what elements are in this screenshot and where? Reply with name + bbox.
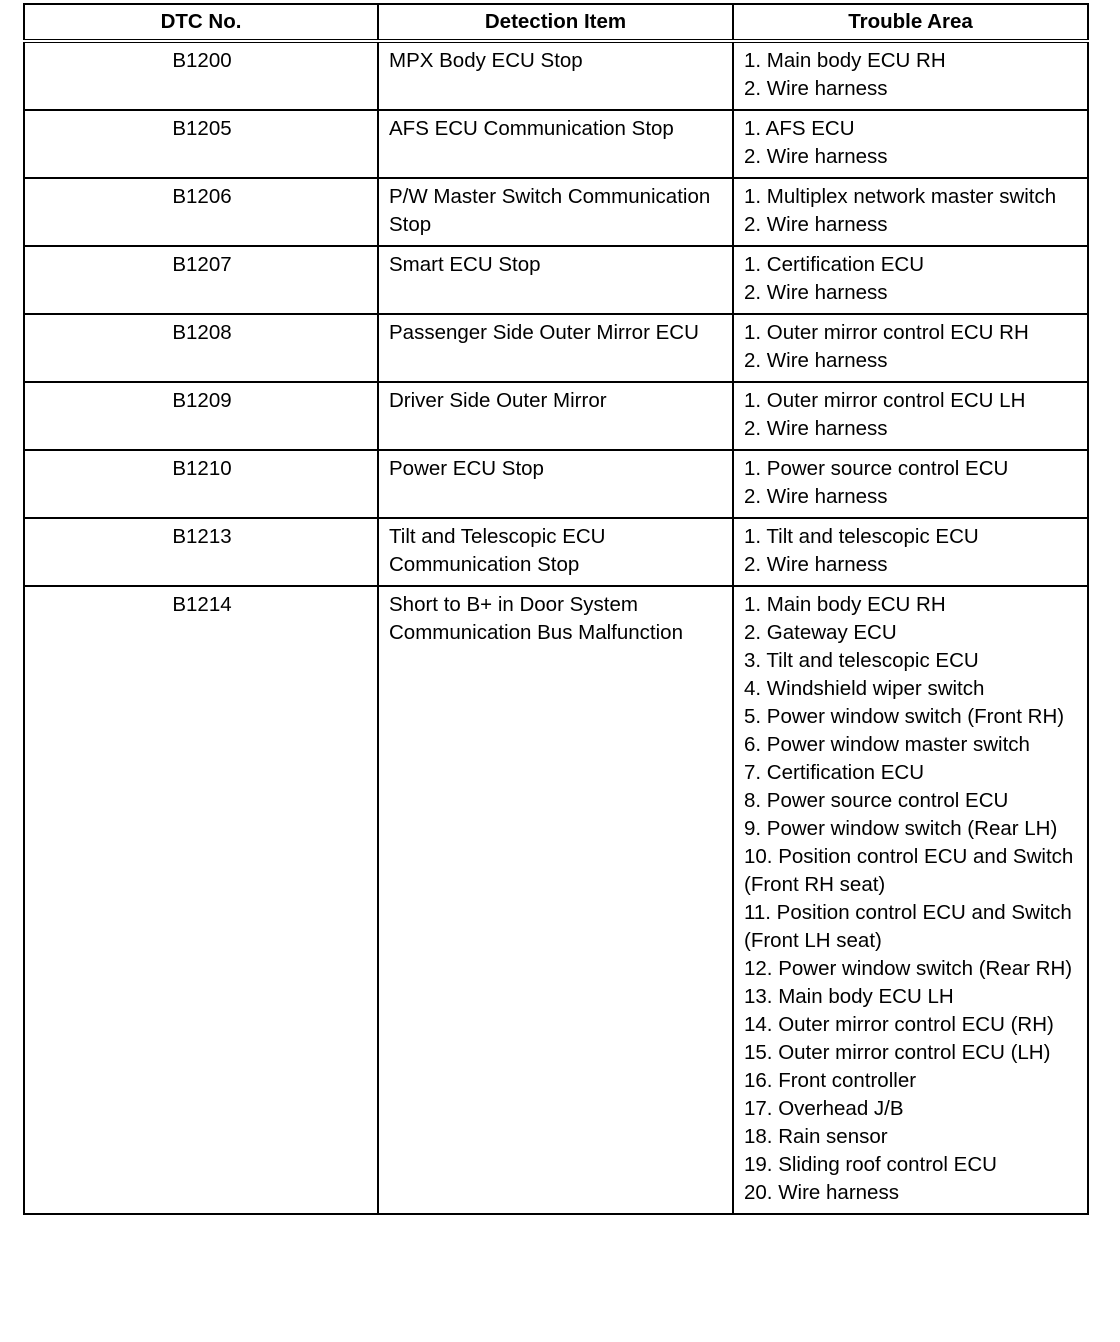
detection-item-cell: Driver Side Outer Mirror xyxy=(378,382,733,450)
header-detection-item: Detection Item xyxy=(378,4,733,41)
dtc-code-cell: B1213 xyxy=(24,518,378,586)
table-row xyxy=(24,41,1088,110)
trouble-area-item: 11. Position control ECU and Switch (Front LH seat) xyxy=(744,901,1072,952)
trouble-area-item: 2. Wire harness xyxy=(744,145,888,168)
table-row xyxy=(24,518,1088,586)
trouble-area-cell xyxy=(733,246,1088,314)
detection-item-cell: P/W Master Switch Communication Stop xyxy=(378,178,733,246)
table-row xyxy=(24,110,1088,178)
trouble-area-cell xyxy=(733,518,1088,586)
dtc-code-cell: B1200 xyxy=(24,41,378,110)
trouble-area-cell xyxy=(733,110,1088,178)
trouble-area-cell xyxy=(733,41,1088,110)
detection-item-cell: Tilt and Telescopic ECU Communication Stop xyxy=(378,518,733,586)
trouble-area-item: 19. Sliding roof control ECU xyxy=(744,1153,997,1176)
trouble-area-item: 15. Outer mirror control ECU (LH) xyxy=(744,1041,1051,1064)
dtc-code-cell: B1214 xyxy=(24,586,378,1214)
dtc-code-cell: B1209 xyxy=(24,382,378,450)
trouble-area-item: 16. Front controller xyxy=(744,1069,917,1092)
trouble-area-item: 18. Rain sensor xyxy=(744,1125,888,1148)
dtc-code-cell: B1210 xyxy=(24,450,378,518)
trouble-area-item: 17. Overhead J/B xyxy=(744,1097,904,1120)
detection-item-cell: AFS ECU Communication Stop xyxy=(378,110,733,178)
table-body xyxy=(24,41,1088,1214)
table-row xyxy=(24,586,1088,1214)
trouble-area-item: 13. Main body ECU LH xyxy=(744,985,954,1008)
header-dtc-no: DTC No. xyxy=(24,4,378,41)
trouble-area-item: 2. Gateway ECU xyxy=(744,621,897,644)
trouble-area-cell xyxy=(733,178,1088,246)
dtc-table xyxy=(23,3,1089,1215)
trouble-area-item: 1. Tilt and telescopic ECU xyxy=(744,525,979,548)
trouble-area-item: 2. Wire harness xyxy=(744,553,888,576)
trouble-area-item: 1. Certification ECU xyxy=(744,253,925,276)
trouble-area-item: 5. Power window switch (Front RH) xyxy=(744,705,1065,728)
trouble-area-cell xyxy=(733,586,1088,1214)
trouble-area-item: 14. Outer mirror control ECU (RH) xyxy=(744,1013,1054,1036)
trouble-area-item: 2. Wire harness xyxy=(744,77,888,100)
table-row xyxy=(24,450,1088,518)
trouble-area-item: 4. Windshield wiper switch xyxy=(744,677,985,700)
trouble-area-item: 10. Position control ECU and Switch (Front RH seat) xyxy=(744,845,1074,896)
trouble-area-item: 2. Wire harness xyxy=(744,213,888,236)
trouble-area-item: 3. Tilt and telescopic ECU xyxy=(744,649,979,672)
trouble-area-item: 2. Wire harness xyxy=(744,485,888,508)
header-row xyxy=(24,4,1088,41)
trouble-area-cell xyxy=(733,382,1088,450)
trouble-area-item: 1. Outer mirror control ECU LH xyxy=(744,389,1026,412)
trouble-area-item: 6. Power window master switch xyxy=(744,733,1030,756)
trouble-area-cell xyxy=(733,314,1088,382)
trouble-area-item: 12. Power window switch (Rear RH) xyxy=(744,957,1073,980)
detection-item-cell: Smart ECU Stop xyxy=(378,246,733,314)
table-row xyxy=(24,178,1088,246)
trouble-area-item: 8. Power source control ECU xyxy=(744,789,1009,812)
header-trouble-area: Trouble Area xyxy=(733,4,1088,41)
trouble-area-item: 2. Wire harness xyxy=(744,349,888,372)
trouble-area-item: 1. AFS ECU xyxy=(744,117,855,140)
trouble-area-item: 9. Power window switch (Rear LH) xyxy=(744,817,1058,840)
trouble-area-item: 20. Wire harness xyxy=(744,1181,899,1204)
trouble-area-item: 1. Main body ECU RH xyxy=(744,593,946,616)
table-row xyxy=(24,382,1088,450)
trouble-area-item: 2. Wire harness xyxy=(744,281,888,304)
detection-item-cell: Power ECU Stop xyxy=(378,450,733,518)
dtc-code-cell: B1205 xyxy=(24,110,378,178)
table-row xyxy=(24,314,1088,382)
trouble-area-item: 1. Power source control ECU xyxy=(744,457,1009,480)
trouble-area-item: 7. Certification ECU xyxy=(744,761,925,784)
trouble-area-item: 1. Outer mirror control ECU RH xyxy=(744,321,1029,344)
table-row xyxy=(24,246,1088,314)
trouble-area-item: 1. Main body ECU RH xyxy=(744,49,946,72)
trouble-area-item: 2. Wire harness xyxy=(744,417,888,440)
detection-item-cell: Passenger Side Outer Mirror ECU xyxy=(378,314,733,382)
detection-item-cell: MPX Body ECU Stop xyxy=(378,41,733,110)
detection-item-cell: Short to B+ in Door System Communication Bus Malfunction xyxy=(378,586,733,1214)
dtc-code-cell: B1206 xyxy=(24,178,378,246)
trouble-area-item: 1. Multiplex network master switch xyxy=(744,185,1057,208)
trouble-area-cell xyxy=(733,450,1088,518)
dtc-code-cell: B1208 xyxy=(24,314,378,382)
dtc-code-cell: B1207 xyxy=(24,246,378,314)
